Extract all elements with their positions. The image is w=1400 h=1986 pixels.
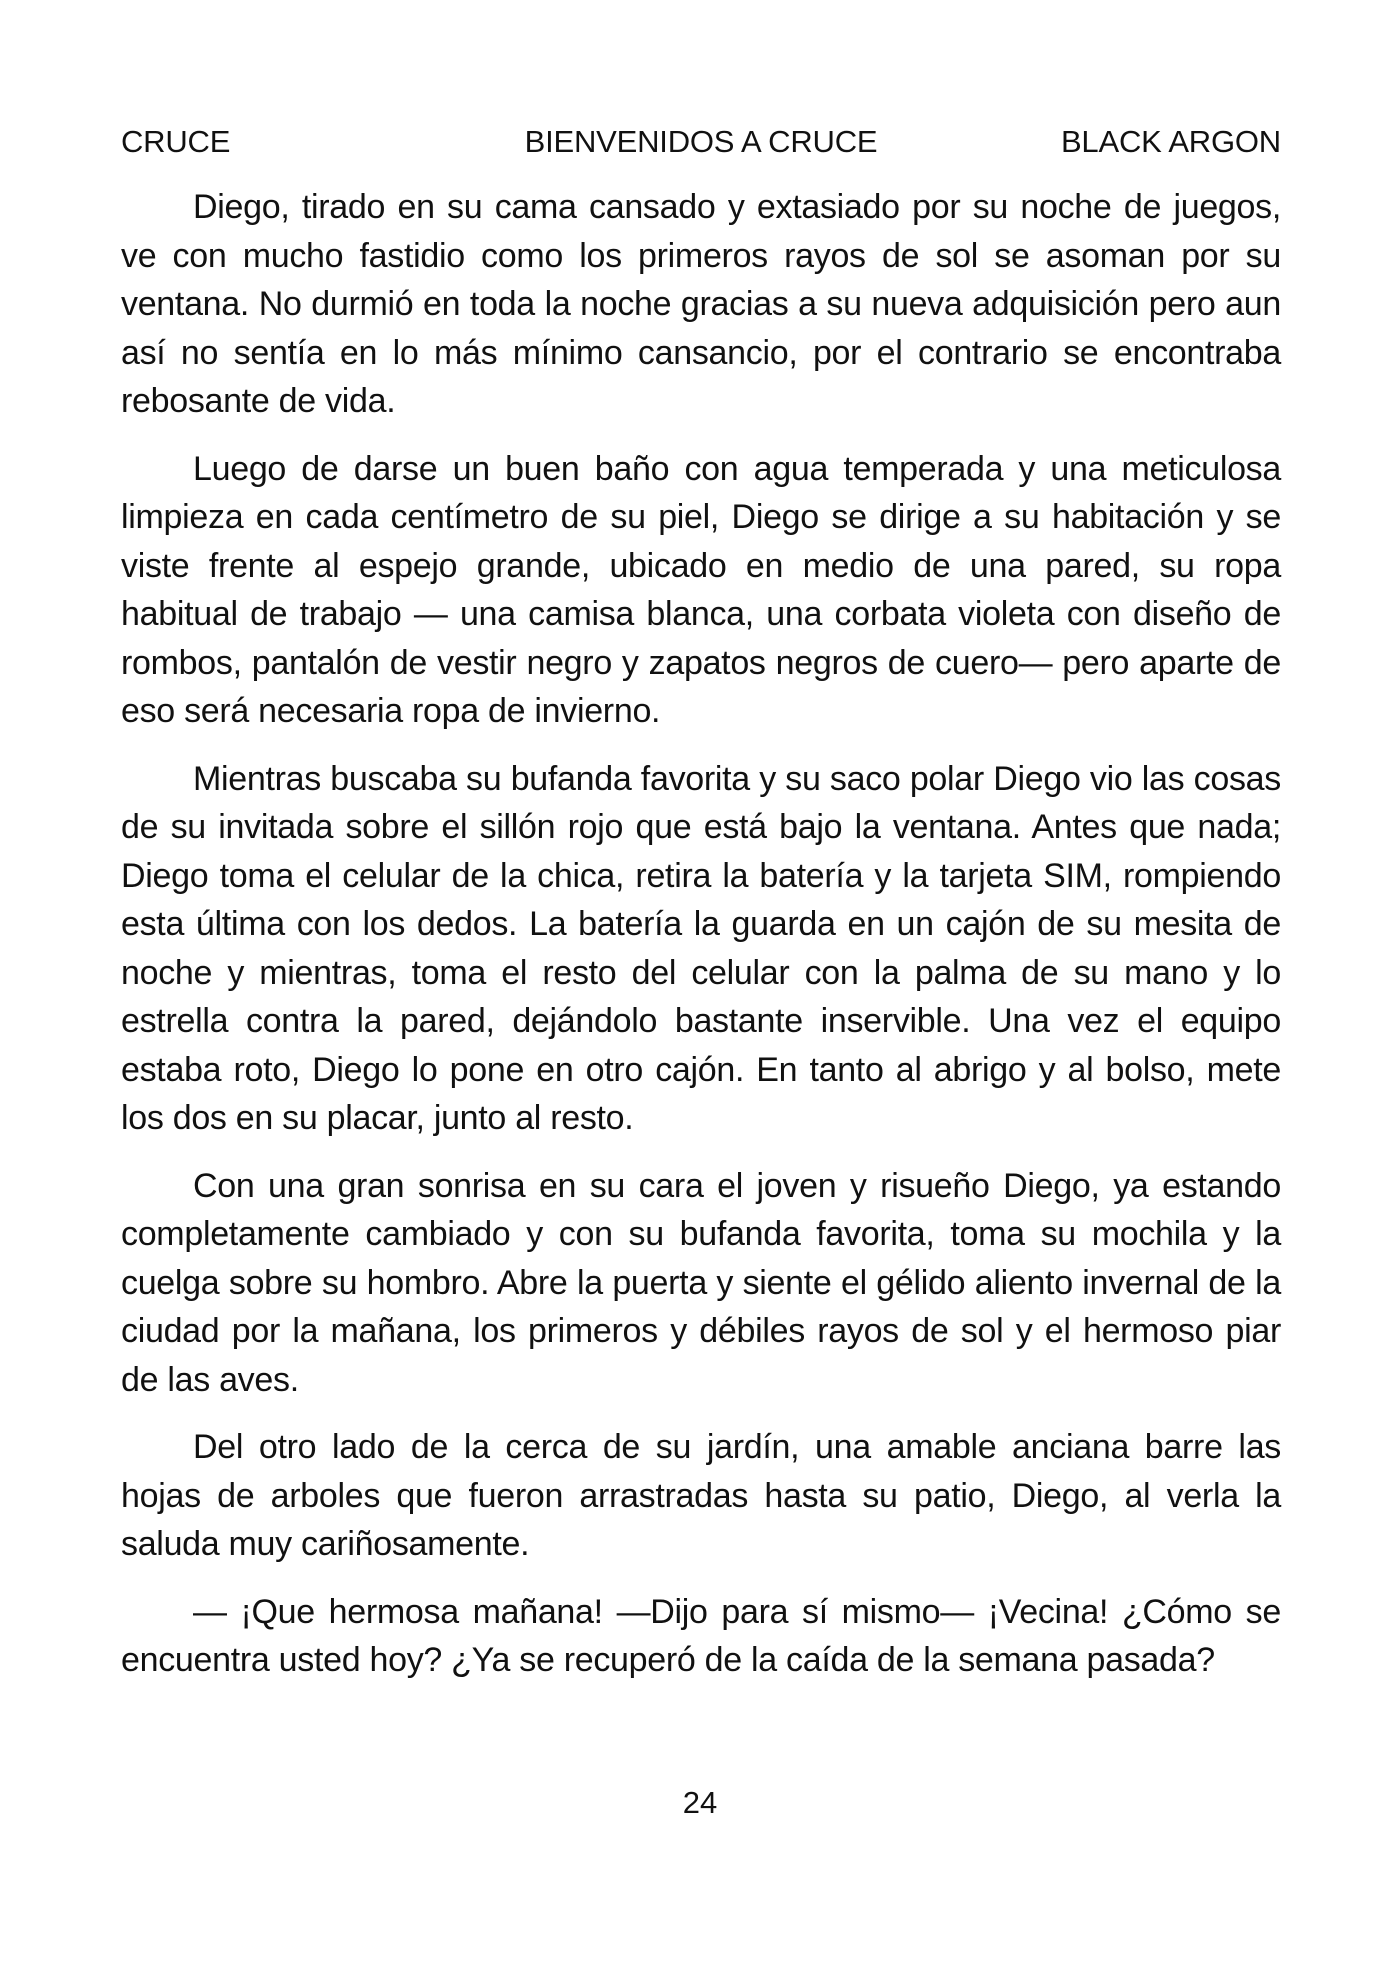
page-body: [121, 183, 1281, 1704]
paragraph: Diego, tirado en su cama cansado y extasiado por su noche de juegos, ve con mucho fastidio como los primeros rayos de sol se asoman por su ventana. No durmió en toda la noche gracias a su nueva adquisición pero aun así no sentía en lo más mínimo cansancio, por el contrario se encontraba rebosante de vida.: [121, 188, 1281, 420]
paragraph: Luego de darse un buen baño con agua temperada y una meticulosa limpieza en cada centímetro de su piel, Diego se dirige a su habitación y se viste frente al espejo grande, ubicado en medio de una pared, su ropa habitual de trabajo — una camisa blanca, una corbata violeta con diseño de rombos, pantalón de vestir negro y zapatos negros de cuero— pero aparte de eso será necesaria ropa de invierno.: [121, 449, 1281, 730]
running-header: [121, 122, 1281, 162]
page-number: 24: [682, 1785, 718, 1820]
paragraph: — ¡Que hermosa mañana! —Dijo para sí mismo— ¡Vecina! ¿Cómo se encuentra usted hoy? ¿Ya se recuperó de la caída de la semana pasada?: [121, 1592, 1281, 1679]
header-author: BLACK ARGON: [1060, 124, 1281, 159]
header-book-title: CRUCE: [121, 124, 231, 159]
paragraph: Mientras buscaba su bufanda favorita y su saco polar Diego vio las cosas de su invitada sobre el sillón rojo que está bajo la ventana. Antes que nada; Diego toma el celular de la chica, retira la batería y la tarjeta SIM, rompiendo esta última con los dedos. La batería la guarda en un cajón de su mesita de noche y mientras, toma el resto del celular con la palma de su mano y lo estrella contra la pared, dejándolo bastante inservible. Una vez el equipo estaba roto, Diego lo pone en otro cajón. En tanto al abrigo y al bolso, mete los dos en su placar, junto al resto.: [121, 759, 1281, 1137]
paragraph: Con una gran sonrisa en su cara el joven y risueño Diego, ya estando completamente cambiado y con su bufanda favorita, toma su mochila y la cuelga sobre su hombro. Abre la puerta y siente el gélido aliento invernal de la ciudad por la mañana, los primeros y débiles rayos de sol y el hermoso piar de las aves.: [121, 1166, 1281, 1399]
header-chapter-title: BIENVENIDOS A CRUCE: [524, 124, 878, 159]
paragraph: Del otro lado de la cerca de su jardín, una amable anciana barre las hojas de arboles que fueron arrastradas hasta su patio, Diego, al verla la saluda muy cariñosamente.: [121, 1428, 1281, 1563]
